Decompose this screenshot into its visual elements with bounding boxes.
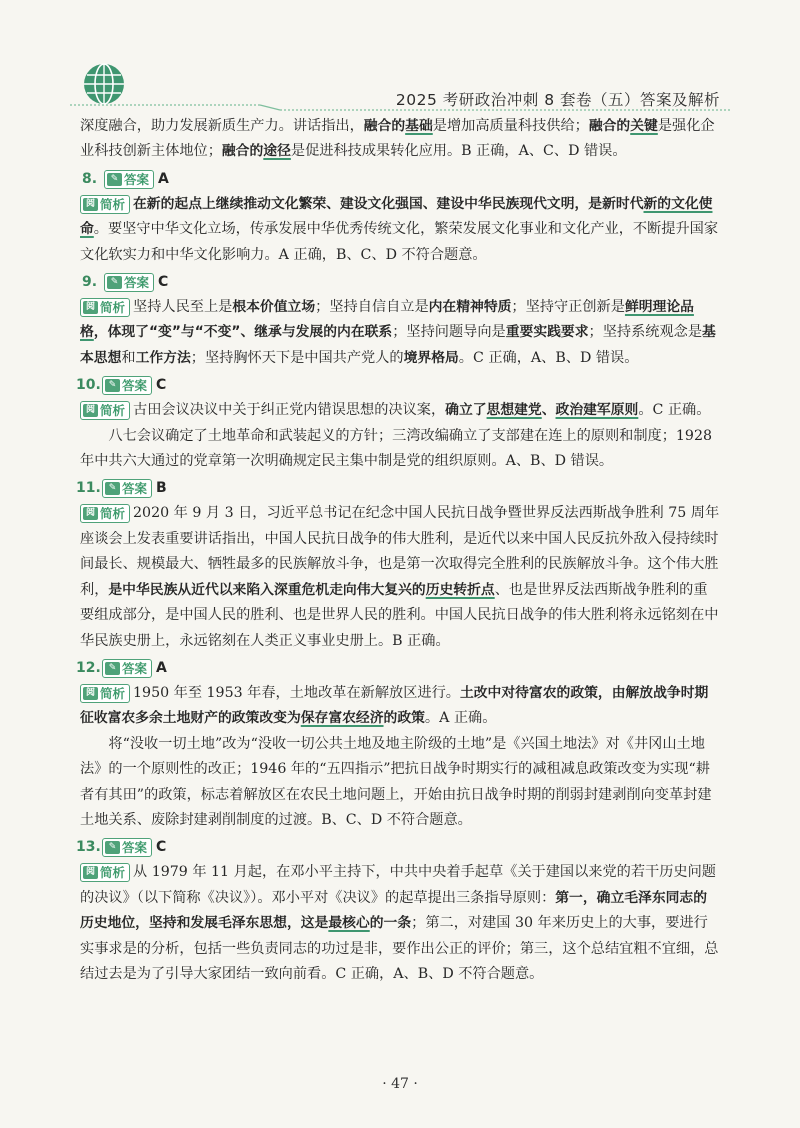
q13-answer-letter: C bbox=[156, 839, 167, 856]
answer-tag: ✎ 答案 bbox=[104, 170, 154, 189]
q8-analysis: 阅 简析 在新的起点上继续推动文化繁荣、建设文化强国、建设中华民族现代文明，是新时代新的文化使命。要坚守中华文化立场，传承发展中华优秀传统文化，繁荣发展文化事业和文化产业，不断提升国家文化软实力和中华文化影响力。A 正确，B、C、D 不符合题意。 bbox=[80, 195, 719, 263]
book-icon: 阅 bbox=[83, 404, 98, 417]
q9-number: 9. bbox=[82, 273, 98, 290]
q9-analysis: 阅 简析 坚持人民至上是根本价值立场；坚持自信自立是内在精神特质；坚持守正创新是鲜明理论品格，体现了“变”与“不变”、继承与发展的内在联系；坚持问题导向是重要实践要求；坚持系统观念是基本思想和工作方法；坚持胸怀天下是中国共产党人的境界格局。C 正确，A、B、D 错误。 bbox=[80, 299, 716, 366]
book-icon: 阅 bbox=[83, 866, 98, 879]
analysis-tag: 阅 简析 bbox=[80, 504, 130, 523]
analysis-tag: 阅 简析 bbox=[80, 684, 130, 703]
q8-answer-letter: A bbox=[158, 170, 169, 187]
page-body bbox=[76, 114, 720, 987]
analysis-tag: 阅 简析 bbox=[80, 195, 130, 214]
answer-tag: ✎ 答案 bbox=[102, 838, 152, 857]
q11-answer-row bbox=[76, 476, 720, 501]
globe-logo-icon bbox=[82, 62, 126, 106]
q11-number: 11. bbox=[76, 480, 101, 497]
analysis-tag: 阅 简析 bbox=[80, 863, 130, 882]
pencil-icon: ✎ bbox=[105, 379, 120, 392]
q12-analysis-continued: 将“没收一切土地”改为“没收一切公共土地及地主阶级的土地”是《兴国土地法》对《井冈山土地法》的一个原则性的改正；1946 年的“五四指示”把抗日战争时期实行的减租减息政策改变为实现“耕者有其田”的政策，标志着解放区在农民土地问题上，开始由抗日战争时期的削弱封建剥削向变革封建土地关系、废除封建剥削制度的过渡。B、C、D 不符合题意。 bbox=[80, 735, 712, 828]
analysis-tag: 阅 简析 bbox=[80, 298, 130, 317]
q12-answer-row bbox=[76, 656, 720, 681]
book-icon: 阅 bbox=[83, 687, 98, 700]
pencil-icon: ✎ bbox=[107, 173, 122, 186]
q13-analysis: 阅 简析 从 1979 年 11 月起，在邓小平主持下，中共中央着手起草《关于建国以来党的若干历史问题的决议》（以下简称《决议》）。邓小平对《决议》的起草提出三条指导原则：第一，确立毛泽东同志的历史地位，坚持和发展毛泽东思想，这是最核心的一条；第二，对建国 30 年来历史上的大事，要进行实事求是的分析，包括一些负责同志的功过是非，要作出公正的评价；第三，这个总结宜粗不宜细，总结过去是为了引导大家团结一致向前看。C 正确，A、B、D 不符合题意。 bbox=[80, 864, 719, 982]
q11-analysis: 阅 简析 2020 年 9 月 3 日，习近平总书记在纪念中国人民抗日战争暨世界反法西斯战争胜利 75 周年座谈会上发表重要讲话指出，中国人民抗日战争的伟大胜利，是近代以来中国人民反抗外敌入侵持续时间最长、规模最大、牺牲最多的民族解放斗争，也是第一次取得完全胜利的民族解放斗争。这个伟大胜利，是中华民族从近代以来陷入深重危机走向伟大复兴的历史转折点、也是世界反法西斯战争胜利的重要组成部分，是中国人民的胜利、也是世界人民的胜利。中国人民抗日战争的伟大胜利将永远铭刻在中华民族史册上，永远铭刻在人类正义事业史册上。B 正确。 bbox=[80, 505, 720, 649]
answer-tag: ✎ 答案 bbox=[104, 273, 154, 292]
pencil-icon: ✎ bbox=[105, 662, 120, 675]
q13-answer-row bbox=[76, 835, 720, 860]
q10-analysis: 阅 简析 古田会议决议中关于纠正党内错误思想的决议案，确立了思想建党、政治建军原则。C 正确。 bbox=[80, 398, 720, 423]
answer-tag: ✎ 答案 bbox=[102, 479, 152, 498]
header-rule bbox=[70, 104, 730, 112]
q12-answer-letter: A bbox=[156, 659, 167, 676]
answer-tag: ✎ 答案 bbox=[102, 659, 152, 678]
q10-answer-row bbox=[76, 373, 720, 398]
q12-number: 12. bbox=[76, 659, 101, 676]
book-icon: 阅 bbox=[83, 301, 98, 314]
q11-answer-letter: B bbox=[156, 480, 167, 497]
q12-analysis: 阅 简析 1950 年至 1953 年春，土地改革在新解放区进行。土改中对待富农的政策，由解放战争时期征收富农多余土地财产的政策改变为保存富农经济的政策。A 正确。 bbox=[80, 684, 709, 727]
q10-answer-letter: C bbox=[156, 377, 167, 394]
page-number: · 47 · bbox=[382, 1076, 418, 1092]
intro-paragraph: 深度融合，助力发展新质生产力。讲话指出，融合的基础是增加高质量科技供给；融合的关键是强化企业科技创新主体地位；融合的途径是促进科技成果转化应用。B 正确，A、C、D 错误。 bbox=[80, 118, 715, 160]
header-title: 2025 考研政治冲刺 8 套卷（五）答案及解析 bbox=[395, 91, 720, 109]
q13-number: 13. bbox=[76, 839, 101, 856]
q8-answer-row bbox=[80, 167, 720, 192]
book-icon: 阅 bbox=[83, 198, 98, 211]
page-header bbox=[0, 0, 800, 115]
q10-number: 10. bbox=[76, 377, 101, 394]
pencil-icon: ✎ bbox=[107, 276, 122, 289]
q9-answer-letter: C bbox=[158, 273, 169, 290]
pencil-icon: ✎ bbox=[105, 841, 120, 854]
q8-number: 8. bbox=[82, 170, 98, 187]
q9-answer-row bbox=[80, 270, 720, 295]
analysis-tag: 阅 简析 bbox=[80, 401, 130, 420]
answer-tag: ✎ 答案 bbox=[102, 376, 152, 395]
q10-analysis-continued: 八七会议确定了土地革命和武装起义的方针；三湾改编确立了支部建在连上的原则和制度；1928 年中共六大通过的党章第一次明确规定民主集中制是党的组织原则。A、B、D 错误。 bbox=[80, 427, 712, 470]
pencil-icon: ✎ bbox=[105, 482, 120, 495]
book-icon: 阅 bbox=[83, 507, 98, 520]
